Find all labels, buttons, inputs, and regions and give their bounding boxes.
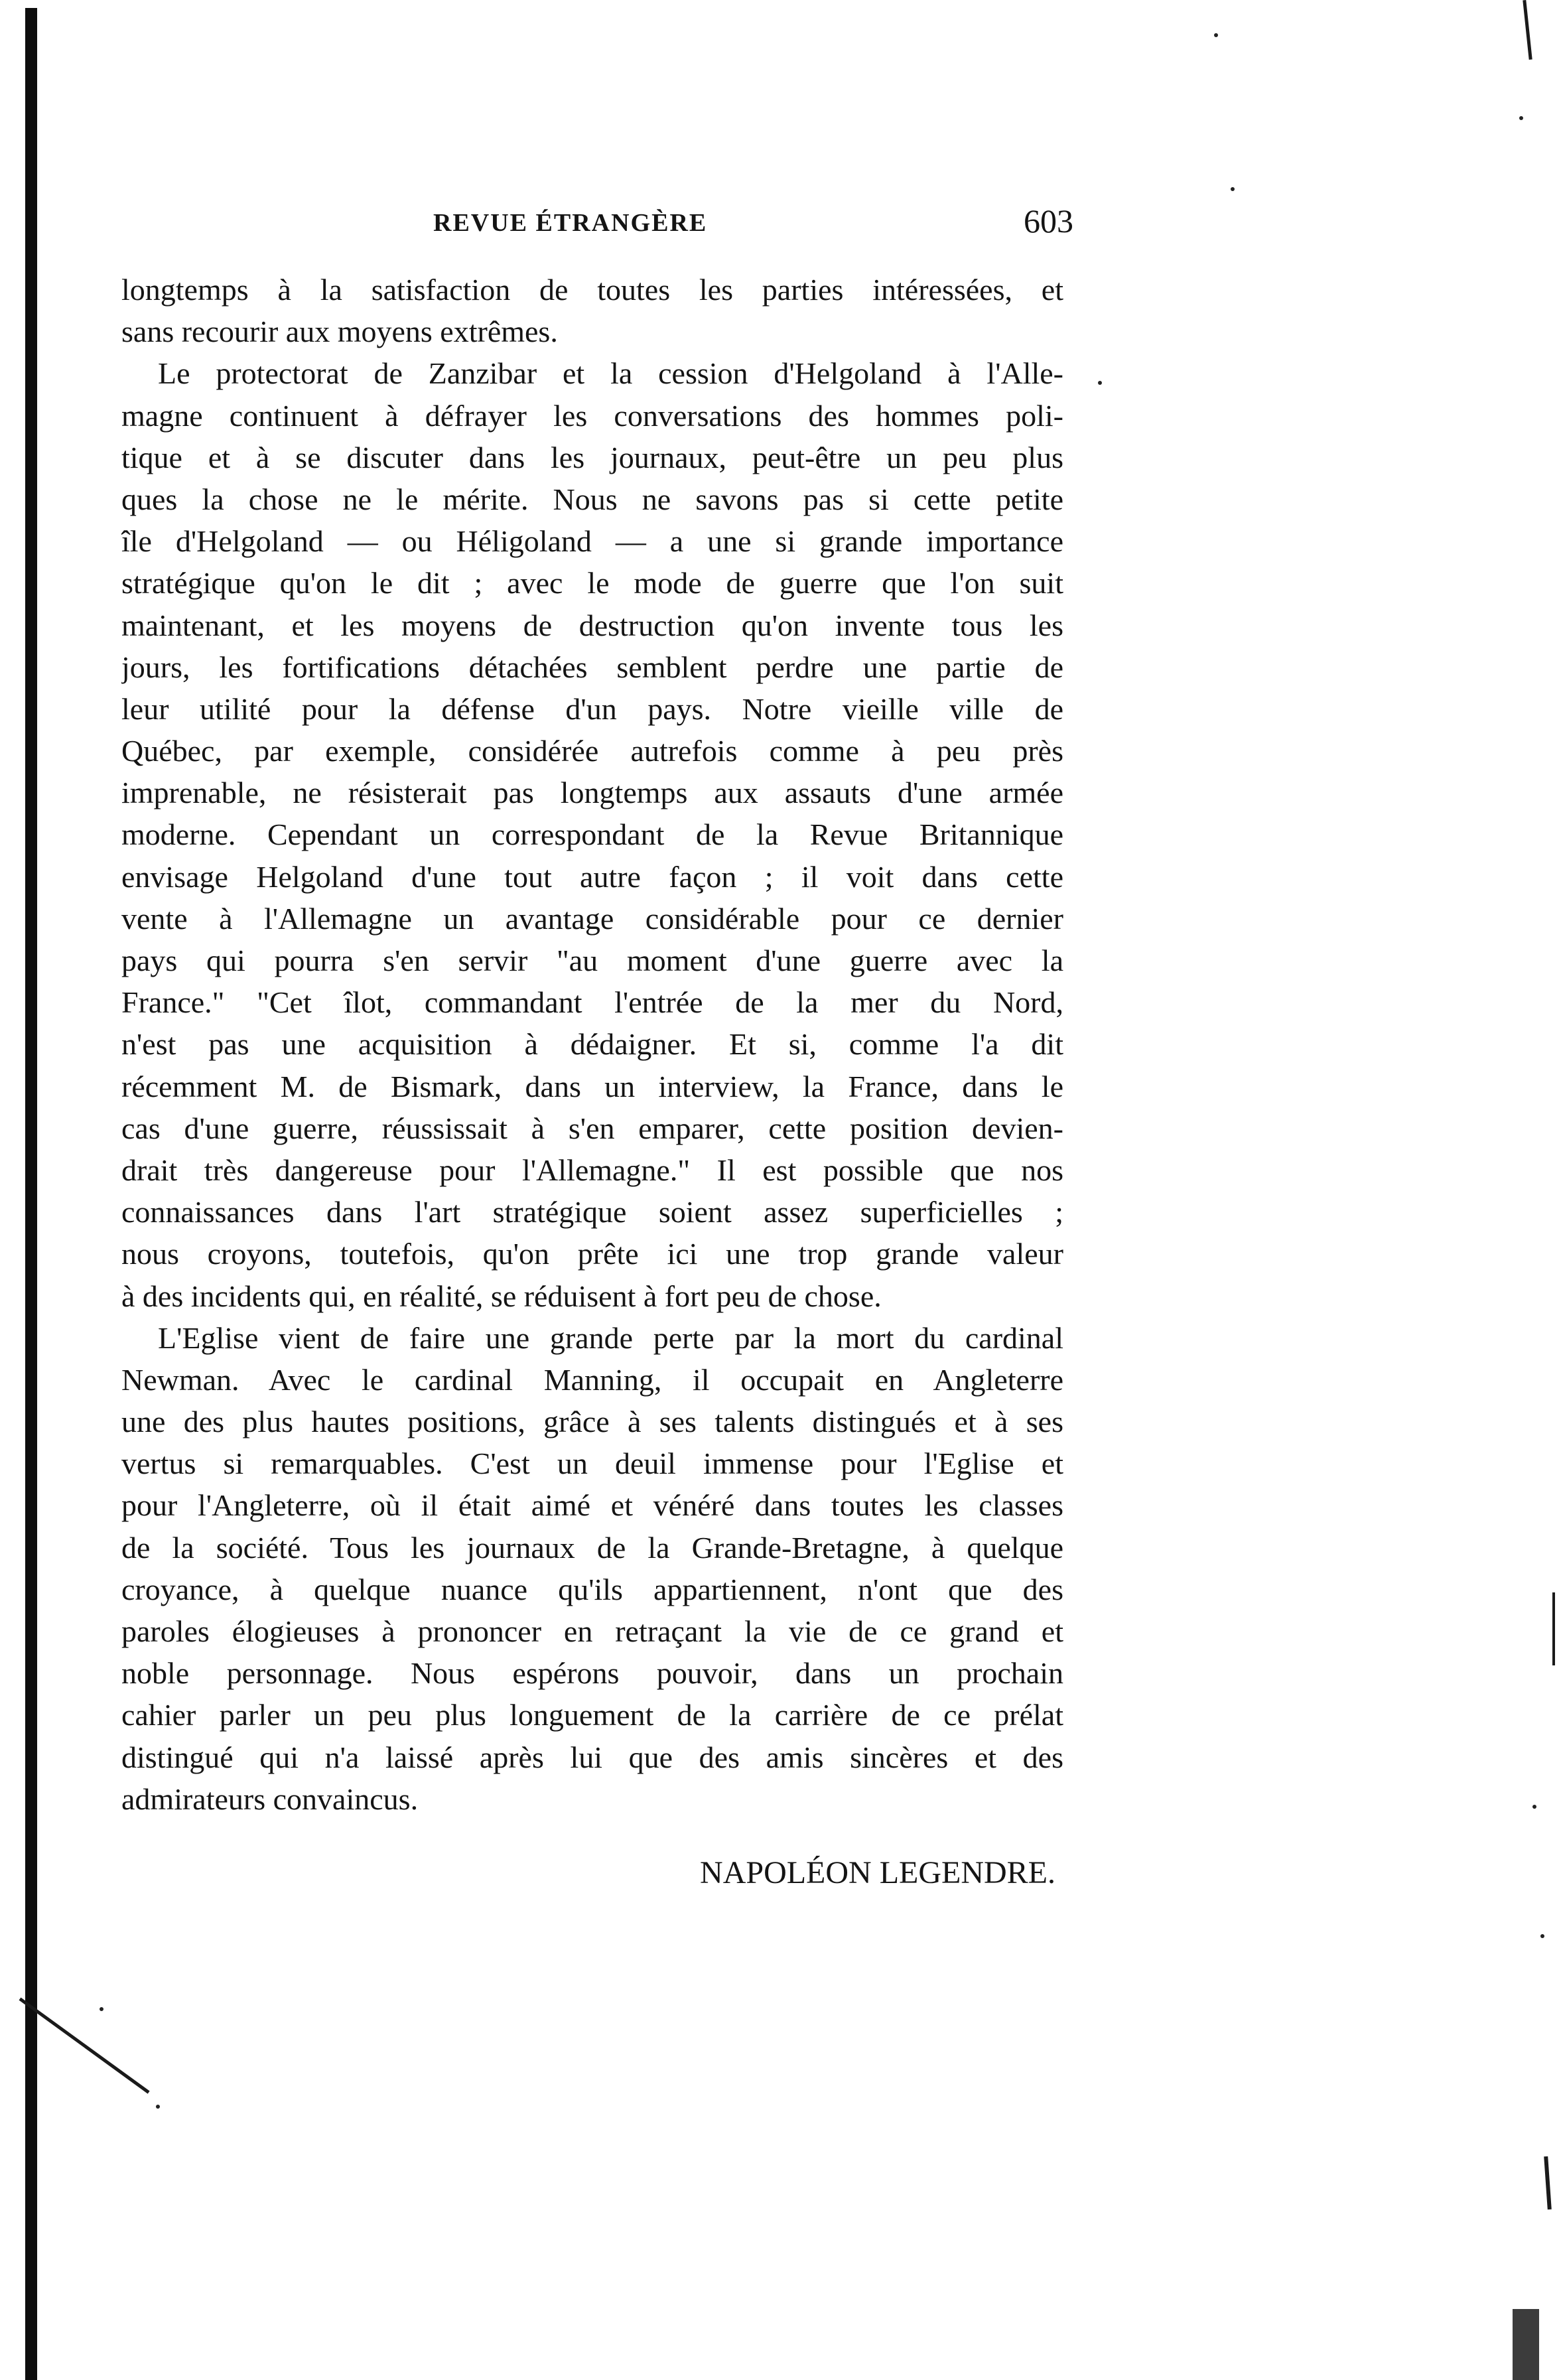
text-line: Québec, par exemple, considérée autrefois comme à peu près bbox=[121, 734, 1063, 768]
edge-artifact bbox=[1513, 2309, 1539, 2380]
text-line: connaissances dans l'art stratégique soient assez superficielles ; bbox=[121, 1195, 1063, 1229]
binding-shadow bbox=[25, 8, 37, 2380]
speck bbox=[1098, 381, 1102, 385]
paragraph bbox=[121, 1317, 1063, 1820]
running-title: REVUE ÉTRANGÈRE bbox=[433, 209, 708, 237]
text-line: de la société. Tous les journaux de la Grande-Bretagne, à quelque bbox=[121, 1530, 1063, 1565]
text-line: drait très dangereuse pour l'Allemagne." Il est possible que nos bbox=[121, 1153, 1063, 1187]
text-line: pour l'Angleterre, où il était aimé et vénéré dans toutes les classes bbox=[121, 1488, 1063, 1523]
text-line: distingué qui n'a laissé après lui que des amis sincères et des bbox=[121, 1740, 1063, 1774]
text-line: longtemps à la satisfaction de toutes les parties intéressées, et bbox=[121, 273, 1063, 307]
speck bbox=[1214, 33, 1218, 37]
text-line: envisage Helgoland d'une tout autre façon ; il voit dans cette bbox=[121, 859, 1063, 894]
edge-artifact bbox=[1552, 1592, 1555, 1665]
text-line: récemment M. de Bismark, dans un interview, la France, dans le bbox=[121, 1069, 1063, 1103]
text-line: nous croyons, toutefois, qu'on prête ici une trop grande valeur bbox=[121, 1237, 1063, 1271]
text-line: vertus si remarquables. C'est un deuil immense pour l'Eglise et bbox=[121, 1446, 1063, 1481]
text-line: Le protectorat de Zanzibar et la cession d'Helgoland à l'Alle- bbox=[158, 356, 1063, 391]
text-line: tique et à se discuter dans les journaux, peut-être un peu plus bbox=[121, 440, 1063, 474]
text-line: île d'Helgoland — ou Héligoland — a une si grande importance bbox=[121, 524, 1063, 559]
text-line: cas d'une guerre, réussissait à s'en emparer, cette position devien- bbox=[121, 1111, 1063, 1145]
speck bbox=[100, 2007, 103, 2011]
text-line: croyance, à quelque nuance qu'ils appartiennent, n'ont que des bbox=[121, 1572, 1063, 1606]
text-line: pays qui pourra s'en servir "au moment d'une guerre avec la bbox=[121, 944, 1063, 977]
text-line: à des incidents qui, en réalité, se réduisent à fort peu de chose. bbox=[121, 1279, 882, 1313]
text-line: moderne. Cependant un correspondant de la Revue Britannique bbox=[121, 817, 1063, 852]
speck bbox=[1231, 187, 1235, 191]
text-line: admirateurs convaincus. bbox=[121, 1782, 419, 1816]
text-line: France." "Cet îlot, commandant l'entrée de la mer du Nord, bbox=[121, 985, 1063, 1020]
text-line: cahier parler un peu plus longuement de la carrière de ce prélat bbox=[121, 1698, 1063, 1732]
text-line: noble personnage. Nous espérons pouvoir, dans un prochain bbox=[121, 1656, 1063, 1691]
edge-artifact bbox=[19, 1997, 150, 2093]
speck bbox=[1519, 116, 1523, 120]
text-line: stratégique qu'on le dit ; avec le mode de guerre que l'on suit bbox=[121, 566, 1063, 600]
text-line: magne continuent à défrayer les conversations des hommes poli- bbox=[121, 398, 1063, 433]
text-line: sans recourir aux moyens extrêmes. bbox=[121, 315, 558, 349]
text-line: Newman. Avec le cardinal Manning, il occupait en Angleterre bbox=[121, 1362, 1063, 1397]
text-line: ques la chose ne le mérite. Nous ne savons pas si cette petite bbox=[121, 482, 1063, 516]
speck bbox=[156, 2105, 160, 2109]
edge-artifact bbox=[1544, 2156, 1552, 2209]
page-number: 603 bbox=[1024, 202, 1073, 240]
text-line: L'Eglise vient de faire une grande perte par la mort du cardinal bbox=[158, 1320, 1063, 1355]
paragraph bbox=[121, 352, 1063, 1316]
text-line: paroles élogieuses à prononcer en retraçant la vie de ce grand et bbox=[121, 1614, 1063, 1648]
speck bbox=[1532, 1805, 1536, 1809]
author-signature: NAPOLÉON LEGENDRE. bbox=[700, 1855, 1055, 1890]
paragraph bbox=[121, 269, 1063, 352]
text-line: maintenant, et les moyens de destruction qu'on invente tous les bbox=[121, 608, 1063, 642]
text-line: leur utilité pour la défense d'un pays. Notre vieille ville de bbox=[121, 691, 1063, 726]
edge-artifact bbox=[1523, 0, 1532, 60]
text-line: n'est pas une acquisition à dédaigner. Et si, comme l'a dit bbox=[121, 1027, 1063, 1062]
text-line: imprenable, ne résisterait pas longtemps aux assauts d'une armée bbox=[121, 776, 1063, 810]
text-line: une des plus hautes positions, grâce à ses talents distingués et à ses bbox=[121, 1405, 1063, 1439]
running-header bbox=[121, 202, 1073, 248]
speck bbox=[1540, 1934, 1544, 1938]
text-line: jours, les fortifications détachées semblent perdre une partie de bbox=[121, 650, 1063, 684]
body-text bbox=[121, 269, 1063, 1913]
text-line: vente à l'Allemagne un avantage considérable pour ce dernier bbox=[121, 901, 1063, 936]
